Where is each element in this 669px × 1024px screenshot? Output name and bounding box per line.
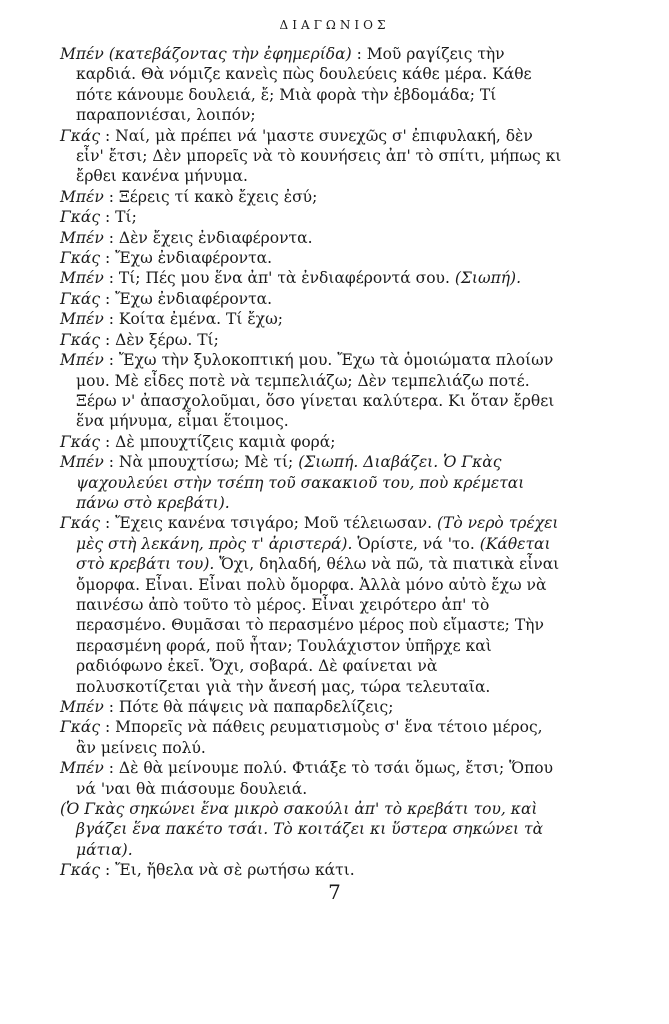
dialogue-line: Γκάς : Δὲ μπουχτίζεις καμιὰ φορά;	[60, 432, 336, 451]
speaker-name: Μπέν	[60, 351, 104, 370]
speaker-name: Γκάς	[60, 126, 101, 145]
line-text: Πότε θὰ πάψεις νὰ παπαρδελίζεις;	[118, 698, 394, 716]
speaker-name: Γκάς	[60, 432, 101, 451]
speaker-name: Γκάς	[60, 861, 101, 880]
dialogue-body	[60, 44, 562, 881]
running-header: ΔΙΑΓΩΝΙΟΣ	[279, 18, 390, 32]
dialogue-line: Μπέν : Δὲν ἔχεις ἐνδιαφέροντα.	[60, 228, 313, 247]
speaker-name: Γκάς	[60, 330, 101, 349]
dialogue-line: Γκάς : Ἔχω ἐνδιαφέροντα.	[60, 249, 273, 268]
dialogue-line: Γκάς : Ἔχεις κανένα τσιγάρο; Μοῦ τέλειωσαν. (Τὸ νερὸ τρέχει μὲς στὴ λεκάνη, πρὸς τ' ἀριστερά). Ὁρίστε, νά 'το. (Κάθεται στὸ κρεβάτι του). Ὄχι, δηλαδή, θέλω νὰ πῶ, τὰ πιατικὰ εἶναι ὄμορφα. Εἶναι. Εἶναι πολὺ ὄμορφα. Ἀλλὰ μόνο αὐτὸ ἔχω νὰ παινέσω ἀπὸ τοῦτο τὸ μέρος. Εἶναι χειρότερο ἀπ' τὸ περασμένο. Θυμᾶσαι τὸ περασμένο μέρος ποὺ εἴμαστε; Τὴν περασμένη φορά, ποῦ ἦταν; Τουλάχιστον ὑπῆρχε καὶ ραδιόφωνο ἐκεῖ. Ὄχι, σοβαρά. Δὲ φαίνεται νὰ πολυσκοτίζεται γιὰ τὴν ἄνεσή μας, τώρα τελευταῖα.	[60, 514, 560, 696]
line-text: Δὲ θὰ μείνουμε πολύ. Φτιάξε τὸ τσάι ὅμως, ἔτσι; Ὅπου νά 'ναι θὰ πιάσουμε δουλειά.	[76, 759, 554, 798]
dialogue-line: Μπέν (κατεβάζοντας τὴν ἐφημερίδα) : Μοῦ ραγίζεις τὴν καρδιά. Θὰ νόμιζε κανεὶς πὼς δουλεύεις κάθε μέρα. Κάθε πότε κάνουμε δουλειά, ἔ; Μιὰ φορὰ τὴν ἑβδομάδα; Τί παραπονιέσαι, λοιπόν;	[60, 45, 532, 125]
line-text: Ἔχεις κανένα τσιγάρο; Μοῦ τέλειωσαν.	[115, 514, 432, 533]
line-text: Τί; Πές μου ἕνα ἀπ' τὰ ἐνδιαφέροντά σου.	[118, 269, 450, 288]
speaker-name: Μπέν	[60, 310, 104, 329]
speaker-name: Γκάς	[60, 208, 101, 227]
dialogue-line: Γκάς : Μπορεῖς νὰ πάθεις ρευματισμοὺς σ' ἕνα τέτοιο μέρος, ἂν μείνεις πολύ.	[60, 718, 543, 757]
line-text: Ὁρίστε, νά 'το.	[357, 534, 475, 553]
line-text: Ξέρεις τί κακὸ ἔχεις ἐσύ;	[118, 187, 318, 206]
line-text: Μοῦ ραγίζεις τὴν καρδιά. Θὰ νόμιζε κανεὶς πὼς δουλεύεις κάθε μέρα. Κάθε πότε κάνουμε δουλειά, ἔ; Μιὰ φορὰ τὴν ἑβδομάδα; Τί παραπονιέσαι, λοιπόν;	[76, 45, 532, 125]
line-text: Ἔχω ἐνδιαφέροντα.	[115, 249, 273, 268]
page-number: 7	[328, 880, 341, 904]
line-text: Δὲν ξέρω. Τί;	[115, 330, 219, 349]
line-text: Ναί, μὰ πρέπει νά 'μαστε συνεχῶς σ' ἐπιφυλακή, δὲν εἶν' ἔτσι; Δὲν μπορεῖς νὰ τὸ κουνήσεις ἀπ' τὸ σπίτι, μήπως κι ἔρθει κανένα μήνυμα.	[76, 126, 562, 186]
speaker-name: Μπέν	[60, 228, 104, 247]
dialogue-line: Μπέν : Νὰ μπουχτίσω; Μὲ τί; (Σιωπή. Διαβάζει. Ὁ Γκὰς ψαχουλεύει στὴν τσέπη τοῦ σακακιοῦ του, ποὺ κρέμεται πάνω στὸ κρεβάτι).	[60, 453, 525, 512]
stage-direction-block	[60, 799, 562, 860]
speaker-name: Γκάς	[60, 514, 101, 533]
speaker-name: Μπέν	[60, 187, 104, 206]
dialogue-line: Γκάς : Δὲν ξέρω. Τί;	[60, 330, 219, 349]
dialogue-line: Μπέν : Δὲ θὰ μείνουμε πολύ. Φτιάξε τὸ τσάι ὅμως, ἔτσι; Ὅπου νά 'ναι θὰ πιάσουμε δουλειά.	[60, 759, 554, 798]
stage-direction: (Τὸ νερὸ τρέχει μὲς στὴ λεκάνη, πρὸς τ' ἀριστερά).	[76, 514, 559, 553]
dialogue-line: Γκάς : Ναί, μὰ πρέπει νά 'μαστε συνεχῶς σ' ἐπιφυλακή, δὲν εἶν' ἔτσι; Δὲν μπορεῖς νὰ τὸ κουνήσεις ἀπ' τὸ σπίτι, μήπως κι ἔρθει κανένα μήνυμα.	[60, 126, 562, 186]
dialogue-line: Μπέν : Πότε θὰ πάψεις νὰ παπαρδελίζεις;	[60, 698, 394, 716]
line-text: Ἔχω τὴν ξυλοκοπτική μου. Ἔχω τὰ ὁμοιώματα πλοίων μου. Μὲ εἶδες ποτὲ νὰ τεμπελιάζω; Δὲν τεμπελιάζω ποτέ. Ξέρω ν' ἀπασχολοῦμαι, ὅσο γίνεται καλύτερα. Κι ὅταν ἔρθει ἕνα μήνυμα, εἶμαι ἕτοιμος.	[76, 351, 555, 431]
stage-direction: (Ὁ Γκὰς σηκώνει ἕνα μικρὸ σακούλι ἀπ' τὸ κρεβάτι του, καὶ βγάζει ἕνα πακέτο τσάι.	[60, 800, 538, 839]
line-text: Κοίτα ἐμένα. Τί ἔχω;	[118, 310, 283, 329]
speaker-name: Μπέν	[60, 759, 104, 778]
speaker-name: Γκάς	[60, 289, 101, 308]
speaker-name: Γκάς	[60, 249, 101, 268]
line-text: Ἔι, ἤθελα νὰ σὲ ρωτήσω κάτι.	[115, 861, 355, 880]
stage-direction: (Κάθεται στὸ κρεβάτι του).	[76, 534, 551, 574]
dialogue-line: Μπέν : Ἔχω τὴν ξυλοκοπτική μου. Ἔχω τὰ ὁμοιώματα πλοίων μου. Μὲ εἶδες ποτὲ νὰ τεμπελιάζω; Δὲν τεμπελιάζω ποτέ. Ξέρω ν' ἀπασχολοῦμαι, ὅσο γίνεται καλύτερα. Κι ὅταν ἔρθει ἕνα μήνυμα, εἶμαι ἕτοιμος.	[60, 351, 555, 431]
stage-direction: (Σιωπή. Διαβάζει. Ὁ Γκὰς ψαχουλεύει στὴν τσέπη τοῦ σακακιοῦ του, ποὺ κρέμεται πάνω στὸ κρεβάτι).	[76, 453, 525, 512]
line-text: Ἔχω ἐνδιαφέροντα.	[115, 289, 273, 308]
line-text: Δὲν ἔχεις ἐνδιαφέροντα.	[118, 228, 313, 247]
stage-direction: Τὸ κοιτάζει κι ὕστερα σηκώνει τὰ μάτια).	[76, 820, 544, 859]
dialogue-line: Μπέν : Κοίτα ἐμένα. Τί ἔχω;	[60, 310, 283, 329]
dialogue-line: Μπέν : Τί; Πές μου ἕνα ἀπ' τὰ ἐνδιαφέροντά σου. (Σιωπή).	[60, 269, 522, 288]
dialogue-line: Μπέν : Ξέρεις τί κακὸ ἔχεις ἐσύ;	[60, 187, 318, 206]
line-text: Δὲ μπουχτίζεις καμιὰ φορά;	[115, 432, 336, 451]
speaker-name: Μπέν	[60, 45, 104, 63]
stage-direction: (Σιωπή).	[454, 269, 522, 288]
line-text: Μπορεῖς νὰ πάθεις ρευματισμοὺς σ' ἕνα τέτοιο μέρος, ἂν μείνεις πολύ.	[76, 718, 543, 757]
speaker-name: Μπέν	[60, 269, 104, 288]
dialogue-line: Γκάς : Ἔι, ἤθελα νὰ σὲ ρωτήσω κάτι.	[60, 861, 355, 880]
speaker-name: Μπέν	[60, 453, 104, 472]
dialogue-line: Γκάς : Ἔχω ἐνδιαφέροντα.	[60, 289, 273, 308]
line-text: Νὰ μπουχτίσω; Μὲ τί;	[118, 453, 294, 472]
line-text: Τί;	[115, 208, 137, 227]
dialogue-line: Γκάς : Τί;	[60, 208, 137, 227]
stage-direction: (κατεβάζοντας τὴν ἐφημερίδα)	[108, 45, 352, 63]
speaker-name: Μπέν	[60, 698, 104, 716]
line-text: Ὄχι, δηλαδή, θέλω νὰ πῶ, τὰ πιατικὰ εἶναι ὄμορφα. Εἶναι. Εἶναι πολὺ ὄμορφα. Ἀλλὰ μόνο αὐτὸ ἔχω νὰ παινέσω ἀπὸ τοῦτο τὸ μέρος. Εἶναι χειρότερο ἀπ' τὸ περασμένο. Θυμᾶσαι τὸ περασμένο μέρος ποὺ εἴμαστε; Τὴν περασμένη φορά, ποῦ ἦταν; Τουλάχιστον ὑπῆρχε καὶ ραδιόφωνο ἐκεῖ. Ὄχι, σοβαρά. Δὲ φαίνεται νὰ πολυσκοτίζεται γιὰ τὴν ἄνεσή μας, τώρα τελευταῖα.	[76, 555, 560, 696]
speaker-name: Γκάς	[60, 718, 101, 737]
